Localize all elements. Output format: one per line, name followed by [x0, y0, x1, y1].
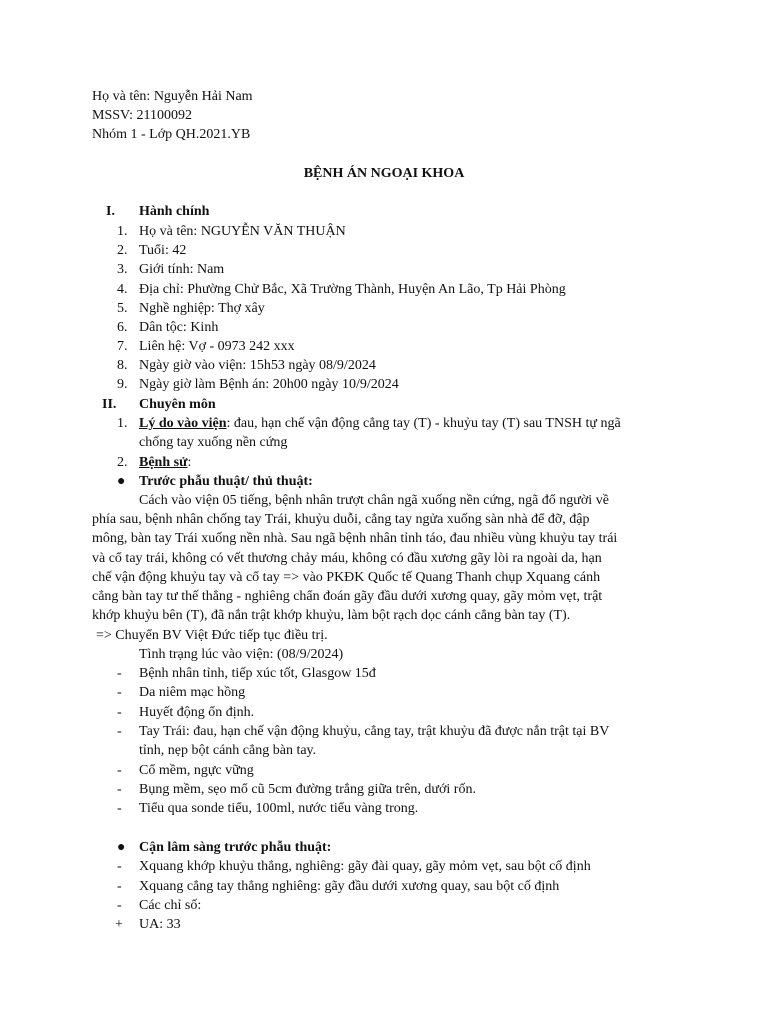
transfer-note: => Chuyển BV Việt Đức tiếp tục điều trị.	[96, 628, 328, 643]
bullet-icon: ●	[117, 474, 126, 489]
status-item: Da niêm mạc hồng	[139, 685, 246, 700]
list-number: 1.	[117, 224, 128, 239]
reason-text: : đau, hạn chế vận động cẳng tay (T) - khuỷu tay (T) sau TNSH tự ngã	[226, 416, 621, 431]
patient-age: Tuổi: 42	[139, 243, 187, 258]
patient-contact: Liên hệ: Vợ - 0973 242 xxx	[139, 339, 295, 354]
dash-marker: -	[117, 763, 122, 778]
section-number: II.	[102, 397, 117, 412]
list-number: 2.	[117, 455, 128, 470]
reason-label: Lý do vào viện	[139, 416, 227, 431]
status-item: Tiểu qua sonde tiểu, 100ml, nước tiểu vàng trong.	[139, 801, 419, 816]
list-number: 1.	[117, 416, 128, 431]
list-number: 6.	[117, 320, 128, 335]
dash-marker: -	[117, 685, 122, 700]
status-item: Tay Trái: đau, hạn chế vận động khuỷu, cẳng tay, trật khuỷu đã được nắn trật tại BV	[139, 724, 610, 739]
student-name: Họ và tên: Nguyễn Hải Nam	[92, 89, 253, 104]
history-colon: :	[187, 455, 192, 470]
patient-occupation: Nghề nghiệp: Thợ xây	[139, 301, 265, 316]
list-number: 9.	[117, 377, 128, 392]
dash-marker: -	[117, 705, 122, 720]
pre-op-heading: Trước phẫu thuật/ thủ thuật:	[139, 474, 313, 489]
history-paragraph-line: chế vận động khuỷu tay và cổ tay => vào PKĐK Quốc tế Quang Thanh chụp Xquang cánh	[92, 570, 601, 585]
section-number: I.	[106, 204, 115, 219]
status-item: Bụng mềm, sẹo mổ cũ 5cm đường trắng giữa trên, dưới rốn.	[139, 782, 476, 797]
section-title: Hành chính	[139, 204, 210, 219]
status-item: Cổ mềm, ngực vững	[139, 763, 254, 778]
dash-marker: -	[117, 859, 122, 874]
patient-gender: Giới tính: Nam	[139, 262, 225, 277]
history-paragraph-line: khớp khuỷu bên (T), đã nắn trật khớp khuỷu, làm bột rạch dọc cánh cẳng bàn tay (T).	[92, 608, 571, 623]
history-paragraph-line: cẳng bàn tay tư thế thẳng - nghiêng chẩn đoán gãy đầu dưới xương quay, gãy mỏm vẹt, trật	[92, 589, 603, 604]
lab-item: Xquang khớp khuỷu thẳng, nghiêng: gãy đài quay, gãy mỏm vẹt, sau bột cố định	[139, 859, 591, 874]
dash-marker: -	[117, 879, 122, 894]
list-number: 7.	[117, 339, 128, 354]
patient-ethnicity: Dân tộc: Kinh	[139, 320, 219, 335]
dash-marker: -	[117, 782, 122, 797]
list-number: 2.	[117, 243, 128, 258]
student-id: MSSV: 21100092	[92, 108, 192, 123]
history-label: Bệnh sử	[139, 455, 188, 470]
list-number: 8.	[117, 358, 128, 373]
list-number: 5.	[117, 301, 128, 316]
record-datetime: Ngày giờ làm Bệnh án: 20h00 ngày 10/9/2024	[139, 377, 399, 392]
medical-history-heading	[139, 454, 191, 472]
admission-datetime: Ngày giờ vào viện: 15h53 ngày 08/9/2024	[139, 358, 376, 373]
bullet-icon: ●	[117, 840, 126, 855]
lab-item: Các chỉ số:	[139, 898, 202, 913]
dash-marker: -	[117, 801, 122, 816]
history-paragraph-line: mông, bàn tay Trái xuống nền nhà. Sau ngã bệnh nhân tỉnh táo, đau nhiều vùng khuỷu tay trái	[92, 531, 618, 546]
admission-status-heading: Tình trạng lúc vào viện: (08/9/2024)	[139, 647, 344, 662]
plus-marker: +	[115, 917, 123, 932]
dash-marker: -	[117, 724, 122, 739]
patient-address: Địa chỉ: Phường Chử Bắc, Xã Trường Thành, Huyện An Lão, Tp Hải Phòng	[139, 282, 566, 297]
reason-text-continued: chống tay xuống nền cứng	[139, 435, 288, 450]
document-title: BỆNH ÁN NGOẠI KHOA	[303, 166, 465, 181]
dash-marker: -	[117, 898, 122, 913]
section-title: Chuyên môn	[139, 397, 216, 412]
list-number: 4.	[117, 282, 128, 297]
history-paragraph-line: Cách vào viện 05 tiếng, bệnh nhân trượt chân ngã xuống nền cứng, ngã đổ người về	[139, 493, 609, 508]
history-paragraph-line: phía sau, bệnh nhân chống tay Trái, khuỷu duỗi, cẳng tay ngửa xuống sàn nhà để đỡ, đập	[92, 512, 590, 527]
status-item: Huyết động ổn định.	[139, 705, 255, 720]
lab-item: Xquang cẳng tay thẳng nghiêng: gãy đầu dưới xương quay, sau bột cố định	[139, 879, 560, 894]
status-item-continued: tỉnh, nẹp bột cánh cẳng bàn tay.	[139, 743, 317, 758]
reason-for-admission	[139, 415, 621, 433]
dash-marker: -	[117, 666, 122, 681]
labs-heading: Cận lâm sàng trước phẫu thuật:	[139, 840, 332, 855]
status-item: Bệnh nhân tỉnh, tiếp xúc tốt, Glasgow 15đ	[139, 666, 376, 681]
list-number: 3.	[117, 262, 128, 277]
history-paragraph-line: và cổ tay trái, không có vết thương chảy máu, không có đầu xương gãy lòi ra ngoài da, hạn	[92, 551, 602, 566]
lab-value: UA: 33	[139, 917, 181, 932]
student-group: Nhóm 1 - Lớp QH.2021.YB	[92, 127, 251, 142]
patient-name: Họ và tên: NGUYỄN VĂN THUẬN	[139, 224, 346, 239]
